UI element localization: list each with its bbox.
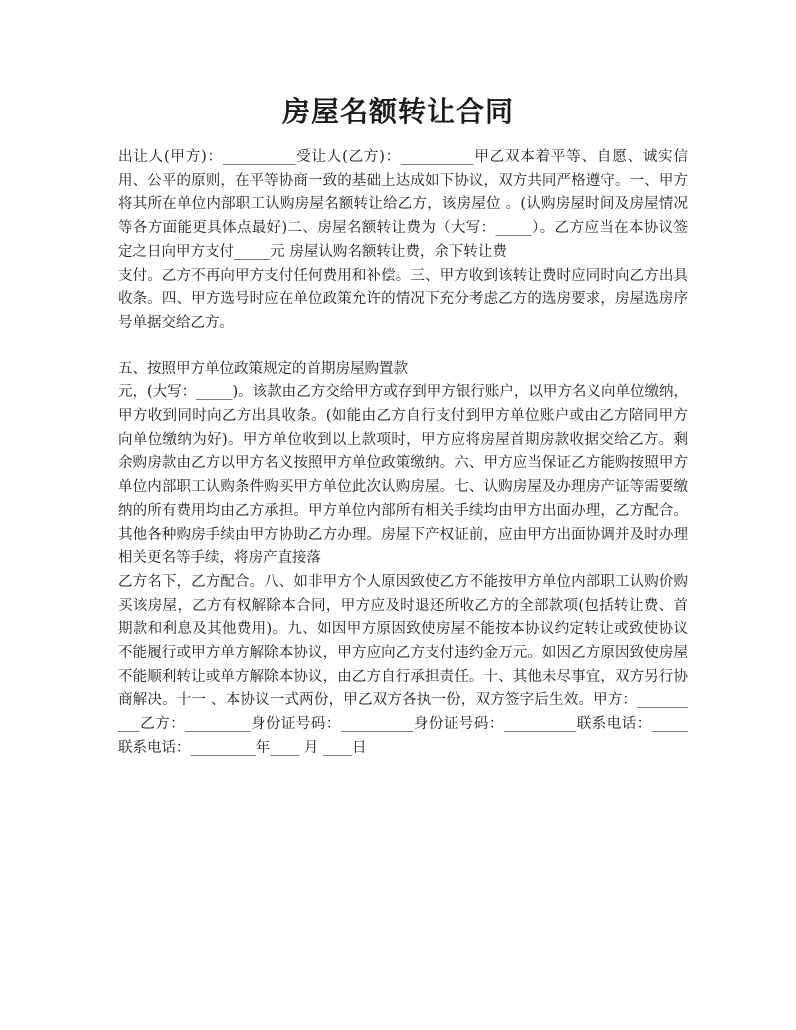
paragraph-terms-signatures: 乙方名下，乙方配合。八、如非甲方个人原因致使乙方不能按甲方单位内部职工认购价购买该房屋，乙方有权解除本合同，甲方应及时退还所收乙方的全部款项(包括转让费、首期款和利息及其他费用)。九、如因甲方原因致使房屋不能按本协议约定转让或致使协议不能履行或甲方单方解除本协议，甲方应向乙方支付违约金万元。如因乙方原因致使房屋不能顺利转让或单方解除本协议，由乙方自行承担责任。十、其他未尽事宜，双方另行协商解决。十一 、本协议一式两份，甲乙双方各执一份，双方签字后生效。甲方：__________乙方：_________身份证号码：__________身份证号码：__________联系电话：_____ 联系电话：_________年____ 月 ____日 [118,573,688,756]
document-body [118,146,688,761]
document-title: 房屋名额转让合同 [281,95,514,128]
paragraph-payment: 支付。乙方不再向甲方支付任何费用和补偿。三、甲方收到该转让费时应同时向乙方出具收条。四、甲方选号时应在单位政策允许的情况下充分考虑乙方的选房要求，房屋选房序号单据交给乙方。 [118,267,688,331]
paragraph-intro: 出让人(甲方)：__________受让人(乙方)：__________甲乙双本着平等、自愿、诚实信用、公平的原则，在平等协商一致的基础上达成如下协议，双方共同严格遵守。一、甲方将其所在单位内部职工认购房屋名额转让给乙方，该房屋位 。(认购房屋时间及房屋情况等各方面能更具体点最好)二、房屋名额转让费为（大写：_____）。乙方应当在本协议签定之日向甲方支付_____元 房屋认购名额转让费，余下转让费 [118,149,688,260]
paragraph-down-payment-heading: 五、按照甲方单位政策规定的首期房屋购置款 [118,360,408,377]
paragraph-down-payment: 元，(大写：_____)。该款由乙方交给甲方或存到甲方银行账户，以甲方名义向单位缴纳，甲方收到同时向乙方出具收条。(如能由乙方自行支付到甲方单位账户或由乙方陪同甲方向单位缴纳为好)。甲方单位收到以上款项时，甲方应将房屋首期房款收据交给乙方。剩余购房款由乙方以甲方名义按照甲方单位政策缴纳。六、甲方应当保证乙方能购按照甲方单位内部职工认购条件购买甲方单位此次认购房屋。七、认购房屋及办理房产证等需要缴纳的所有费用均由乙方承担。甲方单位内部所有相关手续均由甲方出面办理，乙方配合。其他各种购房手续由甲方协助乙方办理。房屋下产权证前，应由甲方出面协调并及时办理相关更名等手续，将房产直接落 [118,384,688,567]
